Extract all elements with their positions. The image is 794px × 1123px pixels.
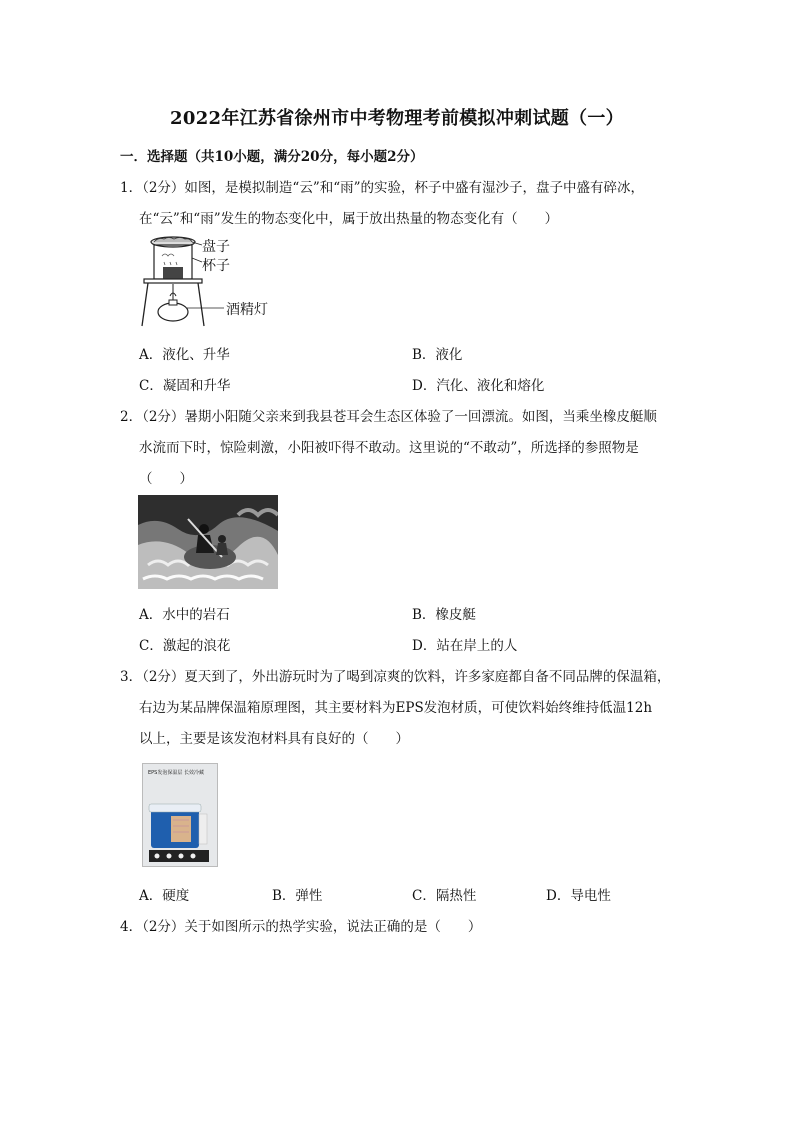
q2-option-b[interactable]: B．橡皮艇 [412,607,476,623]
q2-option-a[interactable]: A．水中的岩石 [139,607,230,623]
q1-option-d[interactable]: D．汽化、液化和熔化 [412,378,545,394]
q3-option-d[interactable]: D．导电性 [546,888,611,904]
cup-label: 杯子 [202,258,230,274]
q1-option-a[interactable]: A．液化、升华 [139,347,230,363]
q1-option-c[interactable]: C．凝固和升华 [139,378,231,394]
q3-option-c[interactable]: C．隔热性 [412,888,477,904]
q3-line1: 3．（2分）夏天到了，外出游玩时为了喝到凉爽的饮料，许多家庭都自备不同品牌的保温箱， [120,669,671,685]
q1-line2: 在“云”和“雨”发生的物态变化中，属于放出热量的物态变化有（ ） [139,211,559,227]
cooler-image-caption: EPS发泡保温层 长效冷藏 [148,770,204,776]
cooler-box-drawing [143,764,217,866]
section-heading: 一．选择题（共10小题，满分20分，每小题2分） [120,149,424,165]
lamp-label: 酒精灯 [226,302,268,318]
q2-line2: 水流而下时，惊险刺激，小阳被吓得不敢动。这里说的“不敢动”，所选择的参照物是 [139,440,639,456]
plate-label: 盘子 [202,239,230,255]
q2-line1: 2．（2分）暑期小阳随父亲来到我县苍耳会生态区体验了一回漂流。如图，当乘坐橡皮艇顺 [120,409,657,425]
page-title: 2022年江苏省徐州市中考物理考前模拟冲刺试题（一） [170,108,624,129]
q2-line3: （ ） [139,471,193,487]
q1-line1: 1．（2分）如图，是模拟制造“云”和“雨”的实验，杯子中盛有湿沙子，盘子中盛有碎冰， [120,180,645,196]
q2-option-c[interactable]: C．激起的浪花 [139,638,231,654]
q2-option-d[interactable]: D．站在岸上的人 [412,638,518,654]
q3-line3: 以上，主要是该发泡材料具有良好的（ ） [139,731,409,747]
q3-line2: 右边为某品牌保温箱原理图，其主要材料为EPS发泡材质，可使饮料始终维持低温12h [139,700,653,716]
q3-option-a[interactable]: A．硬度 [139,888,190,904]
cooler-box-image [142,763,218,867]
q3-option-b[interactable]: B．弹性 [272,888,323,904]
q4-line1: 4．（2分）关于如图所示的热学实验，说法正确的是（ ） [120,919,482,935]
rafting-photo [138,495,278,589]
q1-option-b[interactable]: B．液化 [412,347,463,363]
